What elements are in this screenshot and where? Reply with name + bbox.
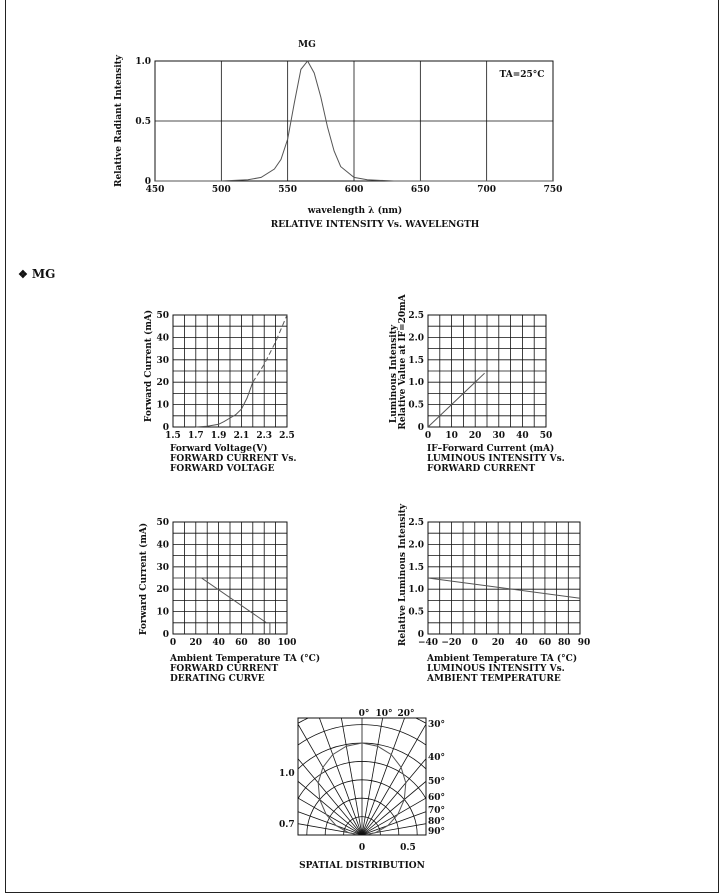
- spectrum-xtick-3: 600: [344, 185, 364, 195]
- luminous-intensity-current-xtick-0: 0: [424, 431, 432, 441]
- fwd-current-voltage-xtick-3: 2.1: [233, 431, 250, 441]
- luminous-intensity-current-series-0-line: [428, 373, 485, 427]
- spatial-angle-10: 10°: [375, 709, 393, 719]
- luminous-intensity-current-ytick-1: 0.5: [408, 400, 424, 411]
- luminous-intensity-temperature-ytick-3: 1.5: [408, 562, 424, 573]
- lic-caption-1: LUMINOUS INTENSITY Vs.: [427, 454, 565, 464]
- luminous-intensity-current-xtick-4: 40: [516, 431, 529, 441]
- derating-curve-ytick-1: 10: [156, 607, 169, 618]
- der-caption-1: FORWARD CURRENT: [170, 664, 279, 674]
- fwd-current-voltage-ytick-3: 30: [156, 355, 169, 366]
- luminous-intensity-temperature-ytick-1: 0.5: [408, 607, 424, 618]
- derating-curve-xtick-1: 20: [189, 638, 203, 648]
- fwd-current-voltage-xtick-2: 1.9: [210, 431, 227, 441]
- lic-ylabel2: Relative Value at IF=20mA: [398, 294, 408, 430]
- derating-curve-ytick-5: 50: [156, 518, 169, 528]
- section-title: MG: [31, 267, 56, 281]
- spatial-bottom-0: 0: [358, 843, 366, 853]
- fwd-current-voltage-ytick-5: 50: [156, 311, 169, 321]
- lit-caption-2: AMBIENT TEMPERATURE: [427, 674, 561, 684]
- spectrum-xtick-4: 650: [410, 185, 430, 195]
- derating-curve-ytick-0: 0: [162, 630, 169, 640]
- spatial-radial-07: 0.7: [279, 820, 295, 830]
- luminous-intensity-temperature-ytick-2: 1.0: [408, 585, 424, 596]
- luminous-intensity-current-xtick-2: 20: [468, 431, 482, 441]
- spectrum-xtick-2: 550: [278, 185, 298, 195]
- spatial-angle-30: 30°: [428, 720, 446, 730]
- spectrum-xtick-0: 450: [145, 185, 165, 195]
- derating-curve-ytick-2: 20: [156, 585, 169, 596]
- fwd-current-voltage-xtick-5: 2.5: [279, 431, 295, 441]
- der-xlabel: Ambient Temperature TA (°C): [170, 654, 321, 664]
- lit-caption-1: LUMINOUS INTENSITY Vs.: [427, 664, 565, 674]
- spatial-angle-20: 20°: [397, 709, 415, 719]
- luminous-intensity-temperature-xtick-3: 20: [491, 638, 505, 648]
- luminous-intensity-current-ytick-2: 1.0: [408, 378, 424, 389]
- luminous-intensity-current-xtick-1: 10: [445, 431, 458, 441]
- luminous-intensity-temperature-ytick-5: 2.5: [408, 518, 424, 528]
- derating-curve-xtick-5: 100: [277, 638, 297, 648]
- lit-xlabel: Ambient Temperature TA (°C): [427, 654, 578, 664]
- derating-curve-ytick-3: 30: [156, 562, 169, 573]
- spectrum-caption: RELATIVE INTENSITY Vs. WAVELENGTH: [270, 220, 480, 230]
- derating-curve-xtick-3: 60: [235, 638, 248, 648]
- fwd-current-voltage-ytick-4: 40: [156, 333, 169, 344]
- fwd-current-voltage-ytick-1: 10: [156, 400, 169, 411]
- luminous-intensity-temperature-xtick-7: 90: [577, 638, 591, 648]
- luminous-intensity-current-xtick-5: 50: [539, 431, 553, 441]
- luminous-intensity-current-ytick-0: 0: [417, 423, 424, 433]
- derating-curve-ytick-4: 40: [156, 540, 169, 551]
- derating-curve-xtick-4: 80: [257, 638, 271, 648]
- spectrum-xtick-1: 500: [211, 185, 231, 195]
- spectrum-ytick-1: 0.5: [135, 117, 151, 127]
- lit-ylabel: Relative Luminous Intensity: [398, 503, 408, 647]
- fv-caption-2: FORWARD VOLTAGE: [170, 464, 275, 474]
- derating-curve-xtick-0: 0: [169, 638, 177, 648]
- spatial-angle-90: 90°: [428, 827, 446, 837]
- luminous-intensity-current-xtick-3: 30: [492, 431, 506, 441]
- luminous-intensity-temperature-xtick-1: −20: [441, 638, 462, 648]
- fv-caption-1: FORWARD CURRENT Vs.: [170, 454, 297, 464]
- luminous-intensity-temperature-xtick-0: −40: [417, 638, 439, 648]
- spatial-caption: SPATIAL DISTRIBUTION: [299, 861, 425, 871]
- spectrum-title: MG: [298, 40, 316, 50]
- luminous-intensity-temperature-xtick-6: 80: [558, 638, 571, 648]
- der-caption-2: DERATING CURVE: [170, 674, 265, 684]
- spatial-bottom-05: 0.5: [400, 843, 416, 853]
- luminous-intensity-temperature-ytick-0: 0: [417, 630, 424, 640]
- spectrum-ytick-0: 0: [144, 177, 151, 187]
- lic-ylabel: Luminous Intensity: [389, 324, 399, 424]
- fwd-current-voltage-ytick-2: 20: [156, 378, 169, 389]
- spatial-angle-0: 0°: [358, 709, 370, 719]
- luminous-intensity-temperature-xtick-5: 60: [538, 638, 552, 648]
- diamond-bullet-icon: ❖: [18, 268, 28, 281]
- spatial-angle-70: 70°: [428, 806, 446, 816]
- spatial-angle-50: 50°: [428, 777, 446, 787]
- spectrum-ylabel: Relative Radiant Intensity: [114, 54, 124, 188]
- fv-ylabel: Forward Current (mA): [144, 309, 154, 423]
- luminous-intensity-current-ytick-5: 2.5: [408, 311, 424, 321]
- lic-caption-2: FORWARD CURRENT: [427, 464, 536, 474]
- fwd-current-voltage-xtick-1: 1.7: [187, 431, 204, 441]
- spatial-angle-60: 60°: [428, 793, 446, 803]
- fv-xlabel: Forward Voltage(V): [170, 444, 268, 454]
- der-ylabel: Forward Current (mA): [139, 522, 149, 636]
- spatial-angle-40: 40°: [428, 753, 446, 763]
- derating-curve-series-0-line: [173, 578, 270, 634]
- lic-xlabel: IF–Forward Current (mA): [427, 444, 555, 454]
- spatial-radial-1: 1.0: [279, 769, 295, 779]
- derating-curve-xtick-2: 40: [212, 638, 225, 648]
- luminous-intensity-temperature-series-0-line: [428, 578, 580, 598]
- luminous-intensity-current-ytick-4: 2.0: [408, 333, 424, 344]
- luminous-intensity-temperature-xtick-2: 0: [471, 638, 478, 648]
- fwd-current-voltage-xtick-0: 1.5: [165, 431, 181, 441]
- spectrum-xtick-6: 750: [543, 185, 563, 195]
- fwd-current-voltage-ytick-0: 0: [162, 423, 169, 433]
- luminous-intensity-current-ytick-3: 1.5: [408, 355, 424, 366]
- fwd-current-voltage-xtick-4: 2.3: [256, 431, 273, 441]
- spectrum-ytick-2: 1.0: [135, 57, 151, 67]
- spectrum-xtick-5: 700: [477, 185, 497, 195]
- luminous-intensity-temperature-xtick-4: 40: [515, 638, 528, 648]
- luminous-intensity-temperature-ytick-4: 2.0: [408, 540, 424, 551]
- spectrum-annotation: TA=25°C: [499, 70, 545, 80]
- spatial-angle-80: 80°: [428, 817, 446, 827]
- spectrum-xlabel: wavelength λ (nm): [307, 206, 403, 216]
